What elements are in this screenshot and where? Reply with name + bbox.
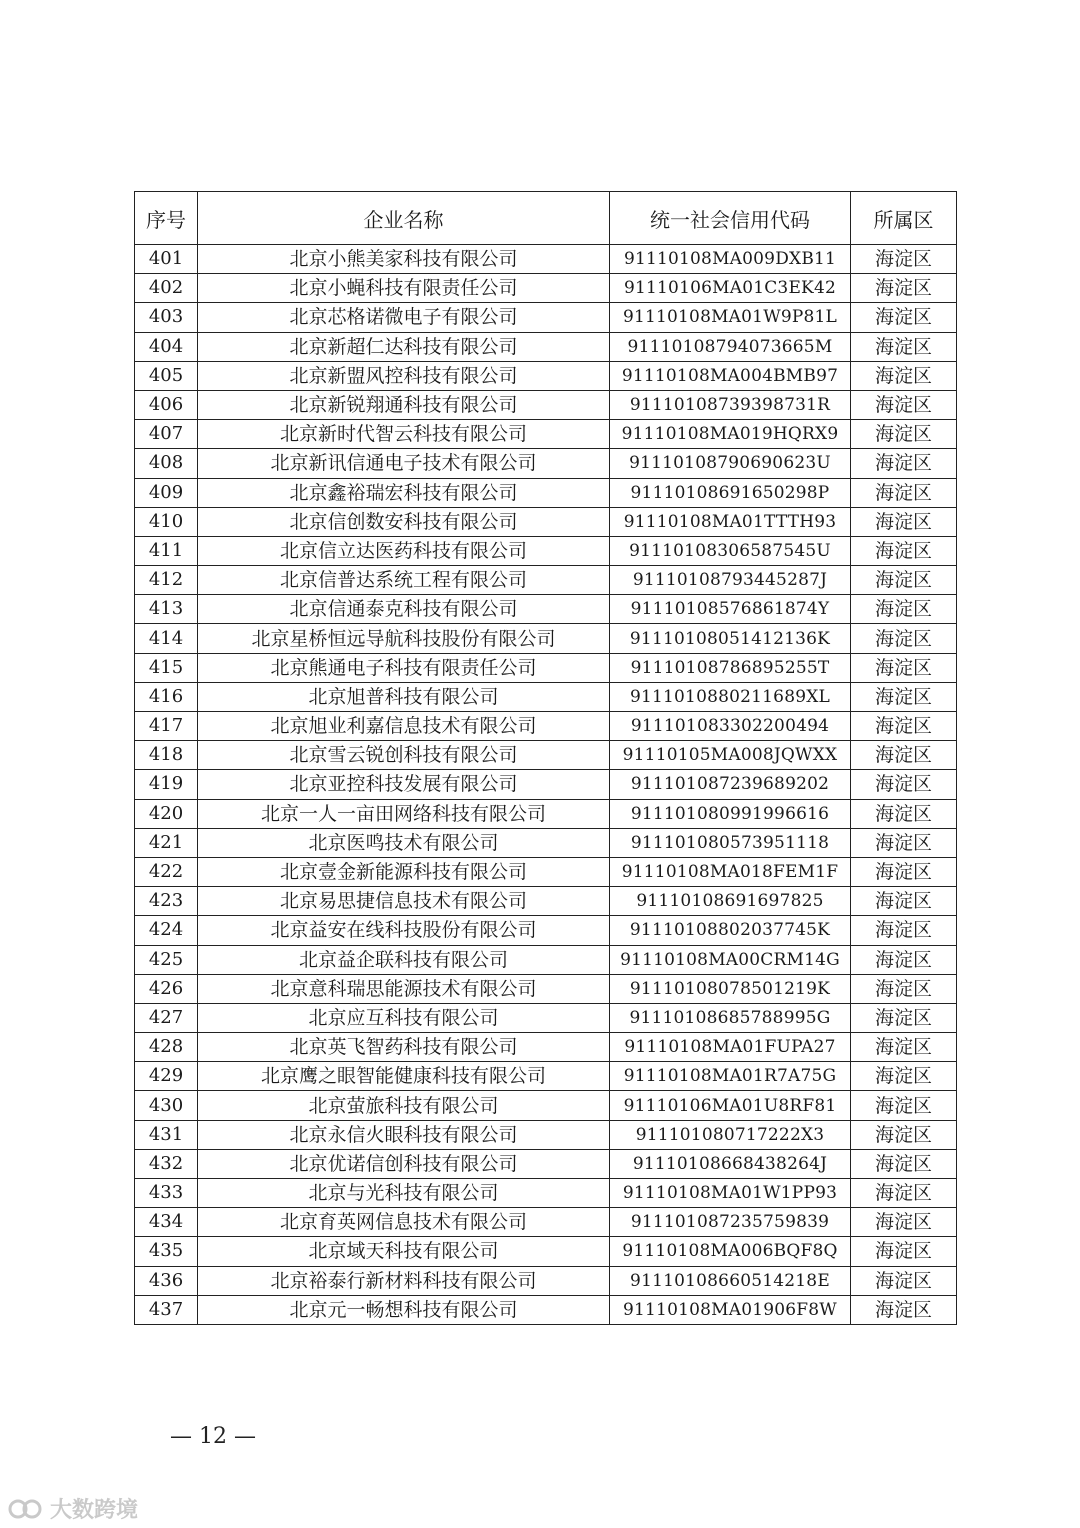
table-row <box>135 1266 957 1295</box>
cell-credit-code: 91110108576861874Y <box>610 595 851 624</box>
cell-district: 海淀区 <box>851 303 957 332</box>
table-row <box>135 1062 957 1091</box>
header-credit-code: 统一社会信用代码 <box>610 192 851 245</box>
table-row <box>135 507 957 536</box>
cell-index: 416 <box>135 682 198 711</box>
cell-index: 415 <box>135 653 198 682</box>
cell-index: 410 <box>135 507 198 536</box>
table-row <box>135 741 957 770</box>
table-row <box>135 595 957 624</box>
cell-company-name: 北京英飞智药科技有限公司 <box>198 1033 610 1062</box>
cell-index: 422 <box>135 857 198 886</box>
table-row <box>135 945 957 974</box>
cell-index: 411 <box>135 536 198 565</box>
cell-credit-code: 91110108691697825 <box>610 887 851 916</box>
cell-credit-code: 91110108MA006BQF8Q <box>610 1237 851 1266</box>
cell-credit-code: 91110108MA01W1PP93 <box>610 1179 851 1208</box>
header-company-name: 企业名称 <box>198 192 610 245</box>
cell-credit-code: 91110108MA019HQRX9 <box>610 420 851 449</box>
cell-district: 海淀区 <box>851 653 957 682</box>
cell-index: 423 <box>135 887 198 916</box>
cell-company-name: 北京新锐翔通科技有限公司 <box>198 390 610 419</box>
cell-credit-code: 91110108MA018FEM1F <box>610 857 851 886</box>
cell-index: 435 <box>135 1237 198 1266</box>
cell-district: 海淀区 <box>851 390 957 419</box>
cell-index: 405 <box>135 361 198 390</box>
cell-index: 430 <box>135 1091 198 1120</box>
cell-district: 海淀区 <box>851 1266 957 1295</box>
cell-company-name: 北京域天科技有限公司 <box>198 1237 610 1266</box>
cell-district: 海淀区 <box>851 595 957 624</box>
cell-index: 404 <box>135 332 198 361</box>
cell-company-name: 北京星桥恒远导航科技股份有限公司 <box>198 624 610 653</box>
cell-index: 403 <box>135 303 198 332</box>
table-row <box>135 799 957 828</box>
cell-company-name: 北京小熊美家科技有限公司 <box>198 245 610 274</box>
cell-credit-code: 91110108MA01R7A75G <box>610 1062 851 1091</box>
cell-credit-code: 911101080717222X3 <box>610 1120 851 1149</box>
cell-district: 海淀区 <box>851 1237 957 1266</box>
cell-district: 海淀区 <box>851 682 957 711</box>
cell-index: 431 <box>135 1120 198 1149</box>
table-row <box>135 1003 957 1032</box>
cell-index: 414 <box>135 624 198 653</box>
cell-credit-code: 91110108660514218E <box>610 1266 851 1295</box>
cell-district: 海淀区 <box>851 1295 957 1324</box>
table-row <box>135 449 957 478</box>
table-row <box>135 974 957 1003</box>
cell-district: 海淀区 <box>851 1208 957 1237</box>
cell-company-name: 北京医鸣技术有限公司 <box>198 828 610 857</box>
cell-company-name: 北京信立达医药科技有限公司 <box>198 536 610 565</box>
table-body <box>135 245 957 1325</box>
cell-district: 海淀区 <box>851 1062 957 1091</box>
cell-credit-code: 911101083302200494 <box>610 712 851 741</box>
cell-company-name: 北京小蝇科技有限责任公司 <box>198 274 610 303</box>
cell-company-name: 北京与光科技有限公司 <box>198 1179 610 1208</box>
table-row <box>135 303 957 332</box>
cell-district: 海淀区 <box>851 449 957 478</box>
table-row <box>135 916 957 945</box>
cell-credit-code: 91110108MA004BMB97 <box>610 361 851 390</box>
table-row <box>135 361 957 390</box>
cell-credit-code: 91110108078501219K <box>610 974 851 1003</box>
cell-credit-code: 91110106MA01C3EK42 <box>610 274 851 303</box>
table-row <box>135 1295 957 1324</box>
table-row <box>135 1179 957 1208</box>
cell-company-name: 北京鑫裕瑞宏科技有限公司 <box>198 478 610 507</box>
cell-district: 海淀区 <box>851 799 957 828</box>
cell-index: 424 <box>135 916 198 945</box>
table-row <box>135 1149 957 1178</box>
table-row <box>135 536 957 565</box>
cell-index: 413 <box>135 595 198 624</box>
cell-credit-code: 91110108685788995G <box>610 1003 851 1032</box>
page-number: — 12 — <box>170 1424 256 1449</box>
cell-company-name: 北京新盟风控科技有限公司 <box>198 361 610 390</box>
cell-credit-code: 91110108786895255T <box>610 653 851 682</box>
cell-district: 海淀区 <box>851 536 957 565</box>
cell-district: 海淀区 <box>851 945 957 974</box>
table-row <box>135 1091 957 1120</box>
cell-credit-code: 91110106MA01U8RF81 <box>610 1091 851 1120</box>
cell-district: 海淀区 <box>851 1149 957 1178</box>
cell-district: 海淀区 <box>851 274 957 303</box>
cell-district: 海淀区 <box>851 857 957 886</box>
cell-credit-code: 91110108739398731R <box>610 390 851 419</box>
cell-index: 420 <box>135 799 198 828</box>
cell-credit-code: 91110108MA01906F8W <box>610 1295 851 1324</box>
cell-index: 427 <box>135 1003 198 1032</box>
cell-company-name: 北京一人一亩田网络科技有限公司 <box>198 799 610 828</box>
cell-company-name: 北京旭普科技有限公司 <box>198 682 610 711</box>
cell-company-name: 北京信普达系统工程有限公司 <box>198 566 610 595</box>
cell-company-name: 北京益安在线科技股份有限公司 <box>198 916 610 945</box>
cell-company-name: 北京易思捷信息技术有限公司 <box>198 887 610 916</box>
cell-district: 海淀区 <box>851 361 957 390</box>
table-row <box>135 566 957 595</box>
table-row <box>135 653 957 682</box>
cell-credit-code: 91110108MA01FUPA27 <box>610 1033 851 1062</box>
table-row <box>135 274 957 303</box>
cell-district: 海淀区 <box>851 887 957 916</box>
cell-district: 海淀区 <box>851 712 957 741</box>
cell-district: 海淀区 <box>851 828 957 857</box>
cell-index: 412 <box>135 566 198 595</box>
header-index: 序号 <box>135 192 198 245</box>
table-row <box>135 828 957 857</box>
cell-company-name: 北京应互科技有限公司 <box>198 1003 610 1032</box>
cell-credit-code: 911101087235759839 <box>610 1208 851 1237</box>
cell-company-name: 北京优诺信创科技有限公司 <box>198 1149 610 1178</box>
watermark-logo-icon <box>8 1497 44 1521</box>
cell-credit-code: 91110105MA008JQWXX <box>610 741 851 770</box>
table-row <box>135 1237 957 1266</box>
table-row <box>135 857 957 886</box>
cell-district: 海淀区 <box>851 478 957 507</box>
cell-company-name: 北京信创数安科技有限公司 <box>198 507 610 536</box>
cell-company-name: 北京益企联科技有限公司 <box>198 945 610 974</box>
cell-index: 409 <box>135 478 198 507</box>
header-district: 所属区 <box>851 192 957 245</box>
cell-district: 海淀区 <box>851 332 957 361</box>
table-row <box>135 682 957 711</box>
cell-index: 407 <box>135 420 198 449</box>
cell-index: 408 <box>135 449 198 478</box>
cell-district: 海淀区 <box>851 741 957 770</box>
cell-credit-code: 91110108802037745K <box>610 916 851 945</box>
cell-district: 海淀区 <box>851 624 957 653</box>
cell-company-name: 北京芯格诺微电子有限公司 <box>198 303 610 332</box>
cell-index: 437 <box>135 1295 198 1324</box>
cell-index: 418 <box>135 741 198 770</box>
table-row <box>135 770 957 799</box>
cell-index: 425 <box>135 945 198 974</box>
cell-credit-code: 911101080991996616 <box>610 799 851 828</box>
table-row <box>135 245 957 274</box>
cell-district: 海淀区 <box>851 770 957 799</box>
cell-index: 429 <box>135 1062 198 1091</box>
cell-credit-code: 91110108306587545U <box>610 536 851 565</box>
cell-district: 海淀区 <box>851 566 957 595</box>
cell-district: 海淀区 <box>851 1091 957 1120</box>
cell-index: 433 <box>135 1179 198 1208</box>
cell-company-name: 北京永信火眼科技有限公司 <box>198 1120 610 1149</box>
cell-company-name: 北京旭业利嘉信息技术有限公司 <box>198 712 610 741</box>
table-row <box>135 478 957 507</box>
cell-index: 401 <box>135 245 198 274</box>
table-row <box>135 624 957 653</box>
cell-company-name: 北京壹金新能源科技有限公司 <box>198 857 610 886</box>
cell-index: 428 <box>135 1033 198 1062</box>
table-row <box>135 1120 957 1149</box>
cell-company-name: 北京育英网信息技术有限公司 <box>198 1208 610 1237</box>
table-row <box>135 1033 957 1062</box>
cell-district: 海淀区 <box>851 507 957 536</box>
watermark <box>8 1493 138 1524</box>
cell-credit-code: 91110108794073665M <box>610 332 851 361</box>
cell-company-name: 北京亚控科技发展有限公司 <box>198 770 610 799</box>
cell-credit-code: 91110108MA00CRM14G <box>610 945 851 974</box>
company-table <box>134 191 957 1325</box>
cell-company-name: 北京新时代智云科技有限公司 <box>198 420 610 449</box>
cell-company-name: 北京熊通电子科技有限责任公司 <box>198 653 610 682</box>
table-row <box>135 1208 957 1237</box>
cell-credit-code: 91110108MA009DXB11 <box>610 245 851 274</box>
cell-credit-code: 91110108MA01W9P81L <box>610 303 851 332</box>
table-row <box>135 712 957 741</box>
cell-company-name: 北京新讯信通电子技术有限公司 <box>198 449 610 478</box>
cell-credit-code: 91110108793445287J <box>610 566 851 595</box>
watermark-text: 大数跨境 <box>50 1498 139 1523</box>
cell-index: 434 <box>135 1208 198 1237</box>
cell-credit-code: 911101087239689202 <box>610 770 851 799</box>
cell-company-name: 北京裕泰行新材料科技有限公司 <box>198 1266 610 1295</box>
table-row <box>135 420 957 449</box>
cell-credit-code: 9111010880211689XL <box>610 682 851 711</box>
cell-credit-code: 91110108790690623U <box>610 449 851 478</box>
cell-company-name: 北京萤旅科技有限公司 <box>198 1091 610 1120</box>
cell-credit-code: 91110108051412136K <box>610 624 851 653</box>
table-row <box>135 887 957 916</box>
cell-district: 海淀区 <box>851 1033 957 1062</box>
cell-credit-code: 91110108691650298P <box>610 478 851 507</box>
cell-index: 406 <box>135 390 198 419</box>
cell-district: 海淀区 <box>851 420 957 449</box>
cell-index: 421 <box>135 828 198 857</box>
cell-district: 海淀区 <box>851 916 957 945</box>
cell-credit-code: 91110108MA01TTTH93 <box>610 507 851 536</box>
cell-index: 426 <box>135 974 198 1003</box>
cell-index: 432 <box>135 1149 198 1178</box>
table-header-row <box>135 192 957 245</box>
table-row <box>135 390 957 419</box>
cell-company-name: 北京意科瑞思能源技术有限公司 <box>198 974 610 1003</box>
cell-company-name: 北京鹰之眼智能健康科技有限公司 <box>198 1062 610 1091</box>
cell-company-name: 北京信通泰克科技有限公司 <box>198 595 610 624</box>
cell-index: 436 <box>135 1266 198 1295</box>
cell-district: 海淀区 <box>851 1179 957 1208</box>
cell-credit-code: 911101080573951118 <box>610 828 851 857</box>
cell-district: 海淀区 <box>851 1003 957 1032</box>
cell-index: 419 <box>135 770 198 799</box>
cell-index: 417 <box>135 712 198 741</box>
cell-district: 海淀区 <box>851 1120 957 1149</box>
cell-district: 海淀区 <box>851 245 957 274</box>
cell-company-name: 北京新超仁达科技有限公司 <box>198 332 610 361</box>
cell-company-name: 北京元一畅想科技有限公司 <box>198 1295 610 1324</box>
cell-credit-code: 91110108668438264J <box>610 1149 851 1178</box>
cell-index: 402 <box>135 274 198 303</box>
cell-company-name: 北京雪云锐创科技有限公司 <box>198 741 610 770</box>
table-row <box>135 332 957 361</box>
cell-district: 海淀区 <box>851 974 957 1003</box>
